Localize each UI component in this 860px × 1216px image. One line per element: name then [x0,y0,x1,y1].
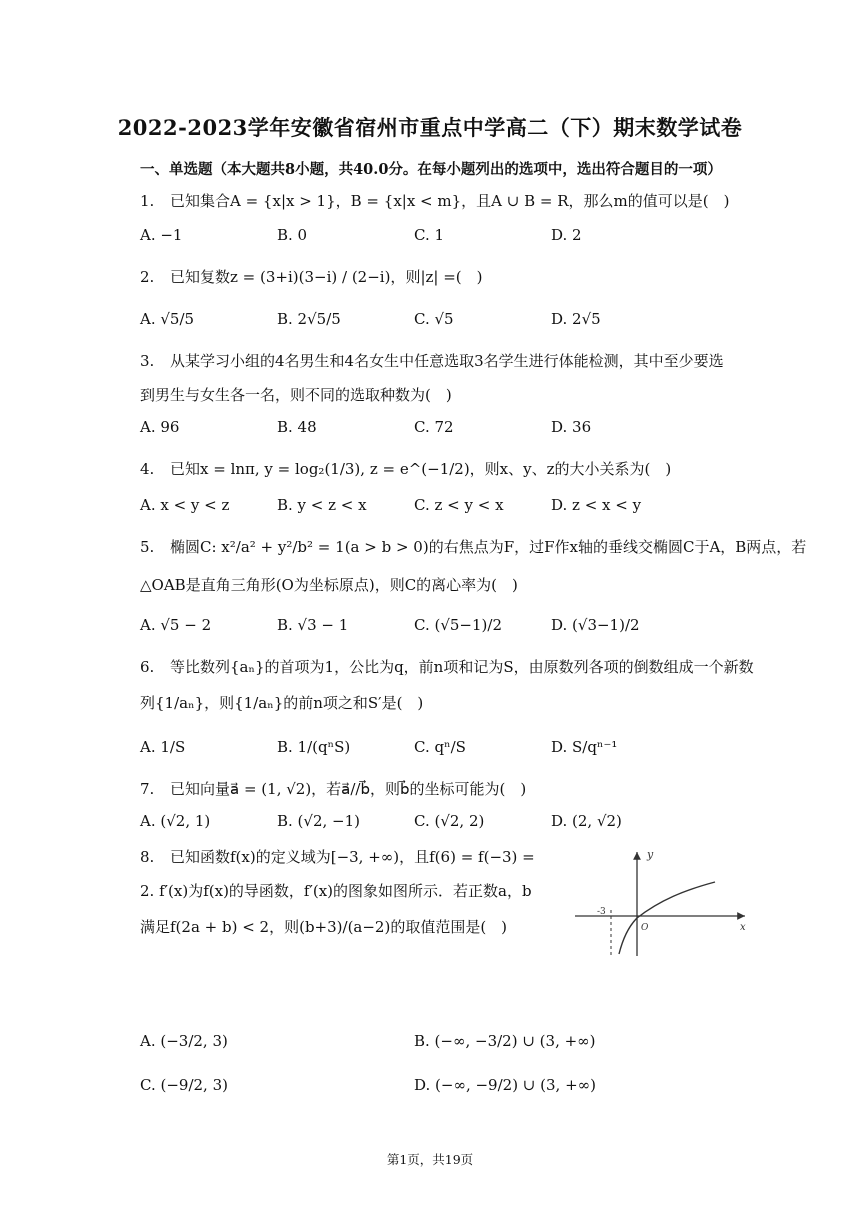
q2-option-a: A. √5/5 [140,310,195,328]
q8-option-d: D. (−∞, −9/2) ∪ (3, +∞) [414,1076,596,1094]
question-5-text-line-1: 椭圆C: x²/a² + y²/b² = 1(a > b > 0)的右焦点为F，过F作x轴的垂线交椭圆C于A，B两点，若 [170,538,807,556]
question-6-text-line-1: 等比数列{aₙ}的首项为1，公比为q，前n项和记为S，由原数列各项的倒数组成一个新数 [170,658,754,676]
question-5: 5. 椭圆C: x²/a² + y²/b² = 1(a > b > 0)的右焦点为F，过F作x轴的垂线交椭圆C于A，B两点，若 [140,538,807,556]
tick-label: -3 [597,907,606,917]
q3-option-b: B. 48 [277,418,317,436]
question-8-line-2: 2. f′(x)为f(x)的导函数，f′(x)的图象如图所示．若正数a，b [140,882,532,900]
question-8: 8. 已知函数f(x)的定义域为[−3, +∞)，且f(6) = f(−3) = [140,848,535,866]
question-4: 4. 已知x = lnπ, y = log₂(1/3), z = e^(−1/2)，则x、y、z的大小关系为( ) [140,460,672,478]
q1-option-d: D. 2 [551,226,582,244]
question-1: 1. 已知集合A = {x|x > 1}，B = {x|x < m}，且A ∪ B = R，那么m的值可以是( ) [140,192,730,210]
page-footer: 第1页，共19页 [386,1152,474,1167]
q4-option-d: D. z < x < y [551,496,642,514]
y-axis-label: y [647,848,654,861]
q1-option-c: C. 1 [414,226,445,244]
question-7: 7. 已知向量a⃗ = (1, √2)，若a⃗//b⃗，则b⃗的坐标可能为( ) [140,780,527,798]
question-3-text-line-1: 从某学习小组的4名男生和4名女生中任意选取3名学生进行体能检测，其中至少要选 [170,352,724,370]
q3-option-c: C. 72 [414,418,454,436]
q2-option-c: C. √5 [414,310,454,328]
derivative-curve [619,882,715,954]
q7-option-d: D. (2, √2) [551,812,622,830]
q7-option-b: B. (√2, −1) [277,812,361,830]
question-3: 3. 从某学习小组的4名男生和4名女生中任意选取3名学生进行体能检测，其中至少要选 [140,352,724,370]
page-title: 2022-2023学年安徽省宿州市重点中学高二（下）期末数学试卷 [117,115,743,140]
question-5-line-2: △OAB是直角三角形(O为坐标原点)，则C的离心率为( ) [140,576,518,594]
q4-option-b: B. y < z < x [277,496,367,514]
q2-option-b: B. 2√5/5 [277,310,341,328]
q4-option-a: A. x < y < z [140,496,230,514]
question-2-text: 已知复数z = (3+i)(3−i) / (2−i)，则|z| =( ) [170,268,483,286]
q4-option-c: C. z < y < x [414,496,504,514]
question-4-text: 已知x = lnπ, y = log₂(1/3), z = e^(−1/2)，则x、y、z的大小关系为( ) [170,460,672,478]
q1-option-a: A. −1 [140,226,183,244]
q3-option-d: D. 36 [551,418,592,436]
q6-option-c: C. qⁿ/S [414,738,466,756]
q5-option-c: C. (√5−1)/2 [414,616,502,634]
origin-label: O [641,923,649,933]
question-1-text: 已知集合A = {x|x > 1}，B = {x|x < m}，且A ∪ B = R，那么m的值可以是( ) [170,192,730,210]
question-8-text-line-1: 已知函数f(x)的定义域为[−3, +∞)，且f(6) = f(−3) = [170,848,535,866]
q7-option-c: C. (√2, 2) [414,812,485,830]
q2-option-d: D. 2√5 [551,310,601,328]
q8-option-a: A. (−3/2, 3) [140,1032,228,1050]
q6-option-d: D. S/qⁿ⁻¹ [551,738,618,756]
question-8-line-3: 满足f(2a + b) < 2，则(b+3)/(a−2)的取值范围是( ) [140,918,508,936]
question-6-line-2: 列{1/aₙ}，则{1/aₙ}的前n项之和S′是( ) [140,694,424,712]
derivative-graph [575,848,750,958]
question-7-text: 已知向量a⃗ = (1, √2)，若a⃗//b⃗，则b⃗的坐标可能为( ) [170,780,527,798]
q6-option-b: B. 1/(qⁿS) [277,738,351,756]
q5-option-b: B. √3 − 1 [277,616,349,634]
q5-option-a: A. √5 − 2 [140,616,212,634]
q7-option-a: A. (√2, 1) [140,812,211,830]
question-2: 2. 已知复数z = (3+i)(3−i) / (2−i)，则|z| =( ) [140,268,483,286]
q8-option-c: C. (−9/2, 3) [140,1076,228,1094]
q6-option-a: A. 1/S [140,738,186,756]
question-3-line-2: 到男生与女生各一名，则不同的选取种数为( ) [140,386,452,404]
q1-option-b: B. 0 [277,226,308,244]
section-heading: 一、单选题（本大题共8小题，共40.0分。在每小题列出的选项中，选出符合题目的一项） [140,161,722,178]
x-axis-label: x [740,922,746,933]
q5-option-d: D. (√3−1)/2 [551,616,640,634]
q3-option-a: A. 96 [140,418,180,436]
q8-option-b: B. (−∞, −3/2) ∪ (3, +∞) [414,1032,596,1050]
question-6: 6. 等比数列{aₙ}的首项为1，公比为q，前n项和记为S，由原数列各项的倒数组成一个新数 [140,658,754,676]
